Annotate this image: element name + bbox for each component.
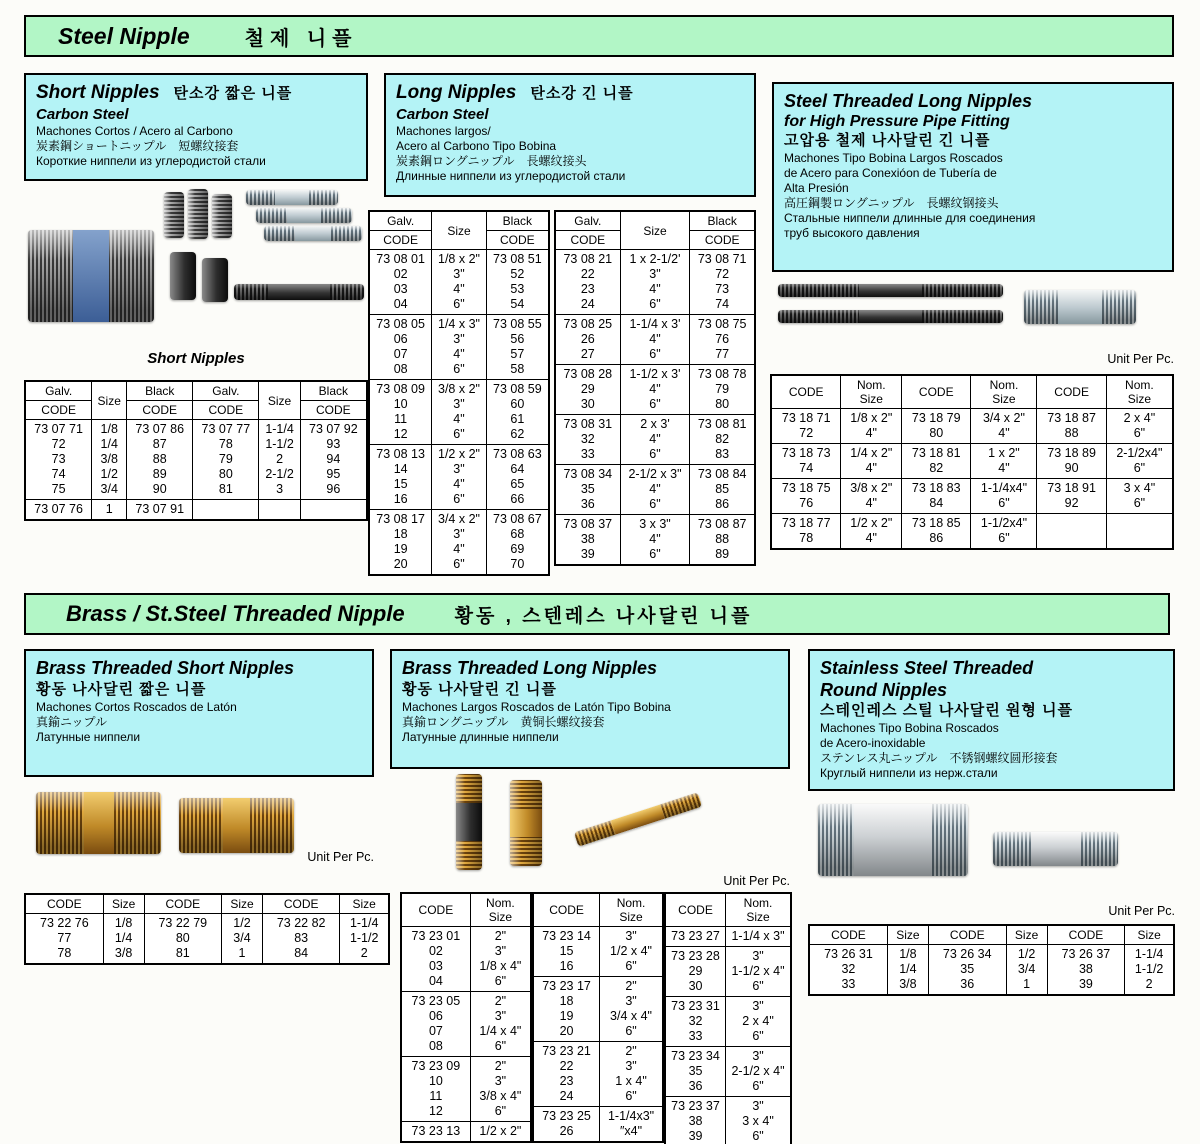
- table-cell: 2-1/2x4" 6": [1106, 444, 1173, 479]
- table-cell: 73 08 78 79 80: [690, 365, 755, 415]
- table-cell: 73 08 55 56 57 58: [486, 315, 549, 380]
- column-subheader: CODE: [486, 231, 549, 250]
- table-cell: 73 22 76 77 78: [25, 914, 103, 965]
- unit-per-pc-label: Unit Per Pc.: [1108, 904, 1175, 918]
- info-line: ステンレス丸ニップル 不锈钢螺纹圆形接套: [820, 751, 1058, 765]
- table-cell: 73 07 76: [25, 500, 92, 521]
- column-header: Size: [620, 211, 690, 250]
- steel-threaded-title2: for High Pressure Pipe Fitting: [784, 113, 1010, 130]
- brass-long-translations: [402, 700, 778, 745]
- column-header: CODE: [262, 894, 339, 914]
- info-line: 真鍮ニップル: [36, 715, 108, 729]
- short-nipples-caption: Short Nipples: [147, 350, 245, 367]
- column-header: CODE: [401, 893, 470, 927]
- table-cell: 73 08 28 29 30: [555, 365, 620, 415]
- brass-short-photo: [24, 782, 374, 882]
- brass-long-title: Brass Threaded Long Nipples: [402, 658, 658, 678]
- column-header: Size: [222, 894, 263, 914]
- column-subheader: CODE: [300, 401, 367, 420]
- column-subheader: CODE: [25, 401, 92, 420]
- column-header: Nom. Size: [600, 893, 663, 927]
- table-cell: 3/8 x 2" 4": [841, 479, 902, 514]
- column-header: Size: [1125, 925, 1174, 945]
- info-line: Machones largos/: [396, 124, 491, 138]
- table-cell: 73 08 21 22 23 24: [555, 250, 620, 315]
- table-cell: 3" 3 x 4" 6": [726, 1097, 791, 1144]
- brass-long-table-a: [400, 892, 532, 1143]
- column-header: CODE: [144, 894, 221, 914]
- table-cell: 73 23 21 22 23 24: [533, 1042, 600, 1107]
- column-subheader: CODE: [555, 231, 620, 250]
- info-line: Machones Cortos Roscados de Latón: [36, 700, 237, 714]
- table-cell: 1/8 1/4 3/8 1/2 3/4: [92, 420, 127, 500]
- brass-long-tables: [400, 892, 792, 1144]
- nipple-image: [256, 208, 352, 223]
- column-header: Galv.: [369, 211, 432, 231]
- data-table: [532, 892, 664, 1143]
- column-header: CODE: [771, 375, 841, 409]
- banner2-title-en: Brass / St.Steel Threaded Nipple: [66, 601, 405, 626]
- table-cell: 73 18 87 88: [1037, 409, 1106, 444]
- table-cell: 1/2 3/4 1: [222, 914, 263, 965]
- column-subheader: CODE: [690, 231, 755, 250]
- table-cell: 3" 1-1/2 x 4" 6": [726, 947, 791, 997]
- table-cell: 73 23 25 26: [533, 1107, 600, 1143]
- info-line: Короткие ниппели из углеродистой стали: [36, 154, 266, 168]
- nipple-image: [234, 284, 364, 300]
- info-line: Alta Presión: [784, 181, 849, 195]
- steel-threaded-photo: [772, 278, 1174, 354]
- brass-long-table-c: [664, 892, 792, 1144]
- short-nipples-photo: [24, 186, 368, 344]
- table-cell: 2 x 4" 6": [1106, 409, 1173, 444]
- table-cell: 2" 3" 3/8 x 4" 6": [470, 1057, 531, 1122]
- table-cell: 1-1/4x4" 6": [971, 479, 1037, 514]
- table-cell: 73 18 83 84: [902, 479, 971, 514]
- stainless-translations: [820, 721, 1163, 781]
- banner-steel-nipple: [24, 15, 1174, 57]
- short-nipples-table: [24, 380, 368, 521]
- table-cell: 3/8 x 2" 3" 4" 6": [432, 380, 486, 445]
- nipple-image: [456, 774, 482, 870]
- nipple-image: [993, 832, 1118, 866]
- steel-threaded-title1: Steel Threaded Long Nipples: [784, 91, 1033, 111]
- table-cell: 73 23 14 15 16: [533, 927, 600, 977]
- table-cell: 73 08 71 72 73 74: [690, 250, 755, 315]
- stainless-photo: [808, 798, 1175, 902]
- unit-per-pc-label: Unit Per Pc.: [307, 850, 374, 864]
- table-cell: 1 x 2-1/2' 3" 4" 6": [620, 250, 690, 315]
- nipple-image: [1024, 290, 1136, 324]
- info-line: 高圧鋼製ロングニップル 長螺纹钢接头: [784, 196, 999, 210]
- table-cell: 73 18 75 76: [771, 479, 841, 514]
- table-cell: 73 23 31 32 33: [665, 997, 726, 1047]
- column-header: Black: [486, 211, 549, 231]
- column-header: Size: [92, 381, 127, 420]
- column-header: Nom. Size: [470, 893, 531, 927]
- table-cell: 1/8 x 2" 4": [841, 409, 902, 444]
- title-kr: 탄소강 긴 니플: [530, 85, 634, 102]
- title-en: Short Nipples: [36, 82, 160, 103]
- banner2-title-kr: 황동 , 스텐레스 나사달린 니플: [454, 605, 753, 627]
- nipple-image: [778, 284, 1003, 297]
- stainless-title1: Stainless Steel Threaded: [820, 658, 1034, 678]
- table-cell: 2" 3" 1/4 x 4" 6": [470, 992, 531, 1057]
- table-cell: 73 26 31 32 33: [809, 945, 887, 996]
- nipple-image: [778, 310, 1003, 323]
- column-subheader: CODE: [369, 231, 432, 250]
- table-cell: 2-1/2 x 3" 4" 6": [620, 465, 690, 515]
- column-header: Size: [340, 894, 389, 914]
- nipple-image: [36, 792, 161, 854]
- nipple-image: [164, 192, 184, 238]
- column-header: CODE: [1037, 375, 1106, 409]
- column-header: CODE: [665, 893, 726, 927]
- table-cell: 1/2 3/4 1: [1006, 945, 1047, 996]
- info-line: de Acero para Conexióon de Tubería de: [784, 166, 997, 180]
- table-cell: 73 18 89 90: [1037, 444, 1106, 479]
- nipple-image: [818, 804, 968, 876]
- title-en: Long Nipples: [396, 82, 517, 103]
- info-line: Латунные длинные ниппели: [402, 730, 559, 744]
- nipple-image: [264, 226, 362, 241]
- info-line: Machones Tipo Bobina Roscados: [820, 721, 999, 735]
- table-cell: 1-1/2 x 3' 4" 6": [620, 365, 690, 415]
- table-cell: 3/4 x 2" 3" 4" 6": [432, 510, 486, 576]
- table-cell: 1-1/2x4" 6": [971, 514, 1037, 550]
- info-line: Длинные ниппели из углеродистой стали: [396, 169, 626, 183]
- column-header: Size: [887, 925, 928, 945]
- table-cell: 2" 3" 3/4 x 4" 6": [600, 977, 663, 1042]
- table-cell: 73 23 27: [665, 927, 726, 947]
- table-cell: 73 08 34 35 36: [555, 465, 620, 515]
- short-nipples-translations: [36, 124, 356, 169]
- column-subheader: CODE: [127, 401, 193, 420]
- steel-threaded-table: [770, 374, 1174, 550]
- column-header: Nom. Size: [1106, 375, 1173, 409]
- nipple-image: [246, 190, 338, 205]
- brass-long-infobox: [390, 649, 790, 769]
- brass-short-translations: [36, 700, 362, 745]
- data-table: [400, 892, 532, 1143]
- table-cell: 73 18 91 92: [1037, 479, 1106, 514]
- banner1-title-en: Steel Nipple: [58, 22, 190, 49]
- column-header: CODE: [533, 893, 600, 927]
- column-header: Size: [1006, 925, 1047, 945]
- table-cell: 2" 3" 1 x 4" 6": [600, 1042, 663, 1107]
- table-cell: 73 18 81 82: [902, 444, 971, 479]
- column-header: Size: [103, 894, 144, 914]
- table-cell: 1-1/4x3" ″x4": [600, 1107, 663, 1143]
- table-cell: 73 08 59 60 61 62: [486, 380, 549, 445]
- column-header: CODE: [809, 925, 887, 945]
- nipple-image: [574, 792, 702, 846]
- short-nipples-subtitle: Carbon Steel: [36, 106, 129, 123]
- info-line: Круглый ниппели из нерж.стали: [820, 766, 998, 780]
- table-cell: 1-1/4 1-1/2 2: [340, 914, 389, 965]
- nipple-image: [212, 194, 232, 238]
- unit-per-pc-label: Unit Per Pc.: [1107, 352, 1174, 366]
- table-cell: 73 08 17 18 19 20: [369, 510, 432, 576]
- info-line: 炭素鋼ショートニップル 短螺纹接套: [36, 139, 239, 153]
- table-cell: 1-1/4 x 3": [726, 927, 791, 947]
- steel-threaded-infobox: [772, 82, 1174, 272]
- stainless-title2: Round Nipples: [820, 680, 947, 700]
- table-cell: 1/4 x 3" 3" 4" 6": [432, 315, 486, 380]
- table-cell: 73 23 37 38 39: [665, 1097, 726, 1144]
- table-cell: 1/2 x 2" 4": [841, 514, 902, 550]
- table-cell: 3" 2 x 4" 6": [726, 997, 791, 1047]
- table-cell: 73 08 84 85 86: [690, 465, 755, 515]
- info-line: de Acero-inoxidable: [820, 736, 926, 750]
- info-line: Machones Cortos / Acero al Carbono: [36, 124, 233, 138]
- table-cell: 73 08 67 68 69 70: [486, 510, 549, 576]
- column-header: CODE: [928, 925, 1006, 945]
- table-cell: [193, 500, 259, 521]
- table-cell: 2" 3" 1/8 x 4" 6": [470, 927, 531, 992]
- banner1-title-kr: 철제 니플: [244, 27, 358, 50]
- table-cell: 1-1/4 1-1/2 2: [1125, 945, 1174, 996]
- table-cell: 1/2 x 2" 3" 4" 6": [432, 445, 486, 510]
- data-table: [368, 210, 550, 576]
- table-cell: [259, 500, 300, 521]
- table-cell: [300, 500, 367, 521]
- column-header: Nom. Size: [971, 375, 1037, 409]
- nipple-image: [188, 189, 208, 239]
- table-cell: 73 23 28 29 30: [665, 947, 726, 997]
- data-table: [770, 374, 1174, 550]
- table-cell: 1 x 2" 4": [971, 444, 1037, 479]
- short-nipples-infobox: [24, 73, 368, 181]
- column-header: CODE: [1047, 925, 1125, 945]
- brass-short-table: [24, 893, 390, 965]
- table-cell: 73 18 85 86: [902, 514, 971, 550]
- brass-long-title-kr: 황동 나사달린 긴 니플: [402, 681, 557, 698]
- info-line: труб высокого давления: [784, 226, 920, 240]
- table-cell: 73 23 13: [401, 1122, 470, 1143]
- column-header: Galv.: [25, 381, 92, 401]
- table-cell: 73 08 81 82 83: [690, 415, 755, 465]
- table-cell: 1/8 1/4 3/8: [887, 945, 928, 996]
- long-nipples-translations: [396, 124, 744, 184]
- stainless-title-kr: 스테인레스 스틸 나사달린 원형 니플: [820, 702, 1074, 719]
- info-line: Стальные ниппели длинные для соединения: [784, 211, 1036, 225]
- column-header: Black: [300, 381, 367, 401]
- table-cell: 73 22 82 83 84: [262, 914, 339, 965]
- table-cell: 73 22 79 80 81: [144, 914, 221, 965]
- table-cell: 1-1/4 1-1/2 2 2-1/2 3: [259, 420, 300, 500]
- long-nipples-infobox: [384, 73, 756, 197]
- long-nipples-table-left: [368, 210, 550, 576]
- table-cell: 1/2 x 2": [470, 1122, 531, 1143]
- table-cell: 2 x 3' 4" 6": [620, 415, 690, 465]
- column-header: Size: [259, 381, 300, 420]
- unit-per-pc-label: Unit Per Pc.: [723, 874, 790, 888]
- long-nipples-title: [396, 81, 744, 105]
- table-cell: 73 23 05 06 07 08: [401, 992, 470, 1057]
- table-cell: 3" 2-1/2 x 4" 6": [726, 1047, 791, 1097]
- table-cell: 3 x 3" 4" 6": [620, 515, 690, 566]
- info-line: Machones Tipo Bobina Largos Roscados: [784, 151, 1003, 165]
- short-nipples-title: [36, 81, 356, 105]
- socket-image: [170, 252, 196, 300]
- column-header: Galv.: [193, 381, 259, 401]
- brass-long-table-b: [532, 892, 664, 1143]
- nipple-image: [28, 230, 154, 322]
- nipple-image: [179, 798, 294, 853]
- table-cell: 1-1/4 x 3' 4" 6": [620, 315, 690, 365]
- table-cell: 73 18 79 80: [902, 409, 971, 444]
- column-header: Nom. Size: [726, 893, 791, 927]
- nipple-image: [510, 780, 542, 866]
- table-cell: 73 18 71 72: [771, 409, 841, 444]
- table-cell: 3 x 4" 6": [1106, 479, 1173, 514]
- table-cell: 73 08 25 26 27: [555, 315, 620, 365]
- table-cell: 73 08 09 10 11 12: [369, 380, 432, 445]
- info-line: 真鍮ロングニップル 黄铜长螺纹接套: [402, 715, 605, 729]
- banner-brass-ststeel: [24, 593, 1170, 635]
- long-nipples-subtitle: Carbon Steel: [396, 106, 489, 123]
- stainless-infobox: [808, 649, 1175, 791]
- info-line: Acero al Carbono Tipo Bobina: [396, 139, 557, 153]
- column-header: CODE: [902, 375, 971, 409]
- table-cell: 73 07 71 72 73 74 75: [25, 420, 92, 500]
- table-cell: 1/4 x 2" 4": [841, 444, 902, 479]
- column-subheader: CODE: [193, 401, 259, 420]
- info-line: 炭素鋼ロングニップル 長螺纹接头: [396, 154, 587, 168]
- table-cell: 73 08 31 32 33: [555, 415, 620, 465]
- brass-short-title: Brass Threaded Short Nipples: [36, 658, 295, 678]
- stainless-table: [808, 924, 1175, 996]
- table-cell: 73 08 51 52 53 54: [486, 250, 549, 315]
- data-table: [664, 892, 792, 1144]
- steel-threaded-title-kr: 고압용 철제 나사달린 긴 니플: [784, 132, 991, 149]
- table-cell: 73 26 34 35 36: [928, 945, 1006, 996]
- column-header: Black: [690, 211, 755, 231]
- socket-image: [202, 258, 228, 302]
- info-line: Латунные ниппели: [36, 730, 141, 744]
- table-cell: 73 07 86 87 88 89 90: [127, 420, 193, 500]
- brass-short-title-kr: 황동 나사달린 짧은 니플: [36, 681, 207, 698]
- column-header: CODE: [25, 894, 103, 914]
- table-cell: 73 07 91: [127, 500, 193, 521]
- column-header: Nom. Size: [841, 375, 902, 409]
- table-cell: 73 18 77 78: [771, 514, 841, 550]
- table-cell: 73 08 87 88 89: [690, 515, 755, 566]
- title-kr: 탄소강 짧은 니플: [173, 85, 293, 102]
- table-cell: 73 08 05 06 07 08: [369, 315, 432, 380]
- table-cell: 3" 1/2 x 4" 6": [600, 927, 663, 977]
- table-cell: 73 08 01 02 03 04: [369, 250, 432, 315]
- table-cell: 73 18 73 74: [771, 444, 841, 479]
- table-cell: 73 08 13 14 15 16: [369, 445, 432, 510]
- column-header: Black: [127, 381, 193, 401]
- table-cell: 1/8 1/4 3/8: [103, 914, 144, 965]
- data-table: [24, 893, 390, 965]
- data-table: [808, 924, 1175, 996]
- steel-threaded-translations: [784, 151, 1162, 241]
- brass-short-infobox: [24, 649, 374, 777]
- column-header: Size: [432, 211, 486, 250]
- table-cell: 73 23 01 02 03 04: [401, 927, 470, 992]
- table-cell: 73 08 75 76 77: [690, 315, 755, 365]
- table-cell: 73 07 92 93 94 95 96: [300, 420, 367, 500]
- table-cell: [1106, 514, 1173, 550]
- table-cell: 73 23 17 18 19 20: [533, 977, 600, 1042]
- brass-long-photo: [398, 772, 790, 874]
- column-header: Galv.: [555, 211, 620, 231]
- table-cell: 73 23 09 10 11 12: [401, 1057, 470, 1122]
- table-cell: 3/4 x 2" 4": [971, 409, 1037, 444]
- table-cell: 1: [92, 500, 127, 521]
- table-cell: 73 23 34 35 36: [665, 1047, 726, 1097]
- table-cell: 73 08 37 38 39: [555, 515, 620, 566]
- table-cell: 73 08 63 64 65 66: [486, 445, 549, 510]
- data-table: [554, 210, 756, 566]
- table-cell: [1037, 514, 1106, 550]
- table-cell: 1/8 x 2" 3" 4" 6": [432, 250, 486, 315]
- table-cell: 73 07 77 78 79 80 81: [193, 420, 259, 500]
- table-cell: 73 26 37 38 39: [1047, 945, 1125, 996]
- data-table: [24, 380, 368, 521]
- long-nipples-table-right: [554, 210, 756, 566]
- info-line: Machones Largos Roscados de Latón Tipo Bobina: [402, 700, 671, 714]
